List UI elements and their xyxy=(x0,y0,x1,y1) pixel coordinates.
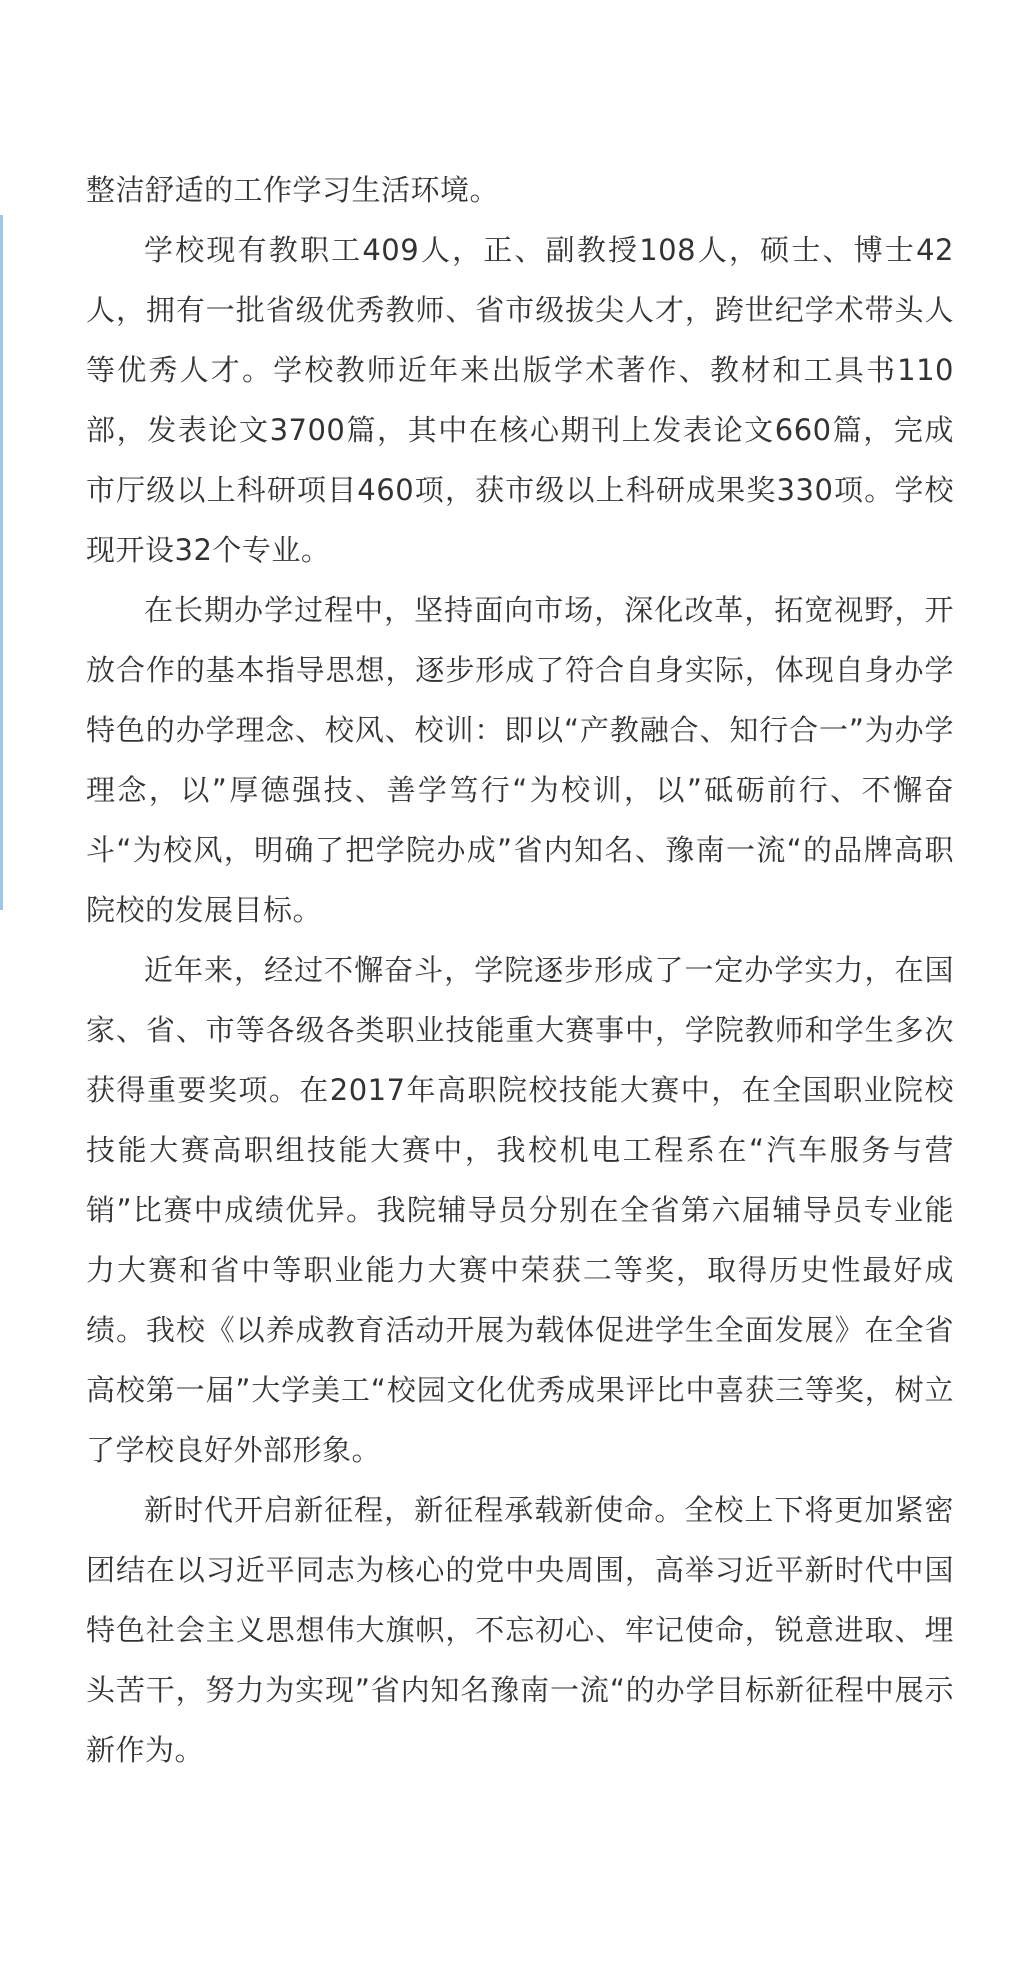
paragraph-faculty: 学校现有教职工409人，正、副教授108人，硕士、博士42人，拥有一批省级优秀教师、省市级拔尖人才，跨世纪学术带头人等优秀人才。学校教师近年来出版学术著作、教材和工具书110部，发表论文3700篇，其中在核心期刊上发表论文660篇，完成市厅级以上科研项目460项，获市级以上科研成果奖330项。学校现开设32个专业。 xyxy=(86,233,954,567)
paragraph-new-era: 新时代开启新征程，新征程承载新使命。全校上下将更加紧密团结在以习近平同志为核心的党中央周围，高举习近平新时代中国特色社会主义思想伟大旗帜，不忘初心、牢记使命，锐意进取、埋头苦干，努力为实现”省内知名豫南一流“的办学目标新征程中展示新作为。 xyxy=(86,1493,954,1767)
document-body xyxy=(86,160,954,1780)
paragraph-achievements: 近年来，经过不懈奋斗，学院逐步形成了一定办学实力，在国家、省、市等各级各类职业技能重大赛事中，学院教师和学生多次获得重要奖项。在2017年高职院校技能大赛中，在全国职业院校技能大赛高职组技能大赛中，我校机电工程系在“汽车服务与营销”比赛中成绩优异。我院辅导员分别在全省第六届辅导员专业能力大赛和省中等职业能力大赛中荣获二等奖，取得历史性最好成绩。我校《以养成教育活动开展为载体促进学生全面发展》在全省高校第一届”大学美工“校园文化优秀成果评比中喜获三等奖，树立了学校良好外部形象。 xyxy=(86,953,954,1467)
paragraph-environment: 整洁舒适的工作学习生活环境。 xyxy=(86,173,500,207)
paragraph-philosophy: 在长期办学过程中，坚持面向市场，深化改革，拓宽视野，开放合作的基本指导思想，逐步形成了符合自身实际，体现自身办学特色的办学理念、校风、校训：即以“产教融合、知行合一”为办学理念，以”厚德强技、善学笃行“为校训，以”砥砺前行、不懈奋斗“为校风，明确了把学院办成”省内知名、豫南一流“的品牌高职院校的发展目标。 xyxy=(86,593,954,927)
page-edge-strip xyxy=(0,215,3,910)
